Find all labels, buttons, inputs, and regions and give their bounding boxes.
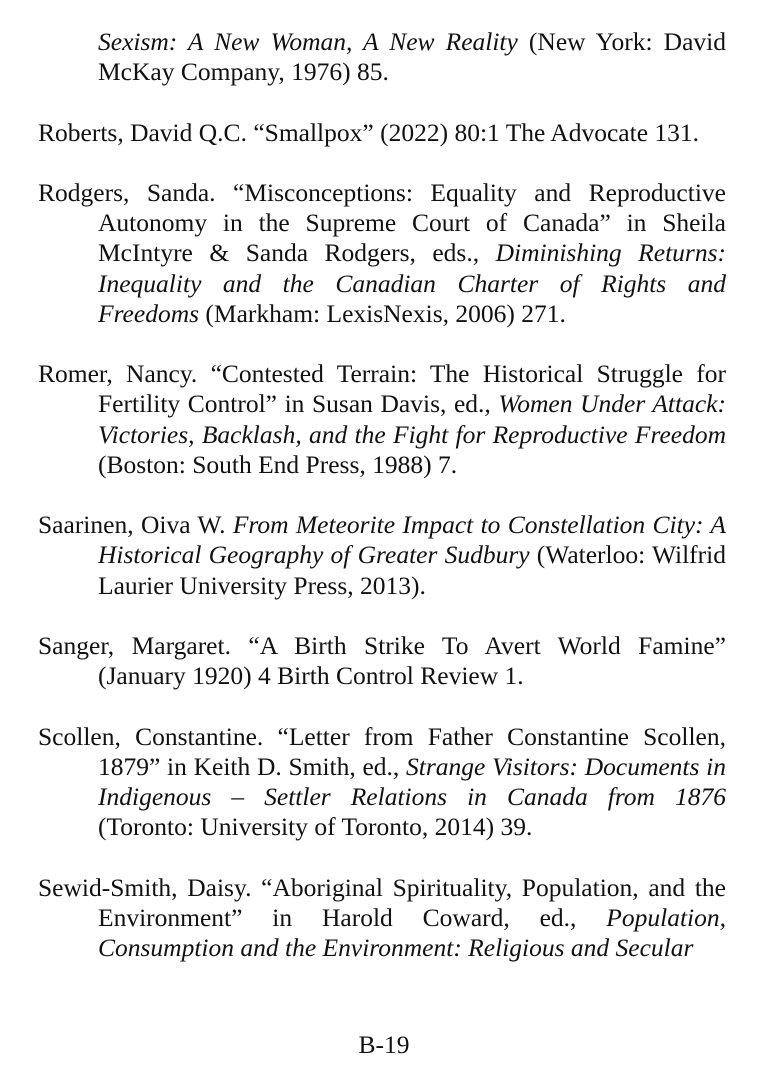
entry-text: Sewid-Smith, Daisy. “Aboriginal Spirituality, Population, and the Environment” in Harold Coward, ed., — [38, 872, 726, 932]
entry-text: (Boston: South End Press, 1988) 7. — [98, 449, 458, 479]
entry-text: Scollen, Constantine. “Letter from Father Constantine Scollen, 1879” in Keith D. Smith, ed., — [38, 721, 726, 781]
bibliography-entries — [38, 27, 726, 993]
entry-text: Romer, Nancy. “Contested Terrain: The Historical Struggle for Fertility Control” in Susan Davis, ed., — [38, 359, 726, 419]
entry-title-italic: Diminishing Returns: Inequality and the Canadian Charter of Rights and Freedoms — [98, 238, 726, 328]
bibliography-entry — [38, 722, 726, 843]
entry-title-italic: Sexism: A New Woman, A New Reality — [98, 27, 518, 56]
bibliography-entry — [38, 118, 726, 148]
entry-text: (Waterloo: Wilfrid Laurier University Press, 2013). — [98, 540, 726, 600]
entry-text: Saarinen, Oiva W. — [38, 510, 233, 540]
bibliography-entry — [38, 510, 726, 601]
entry-title-italic: Women Under Attack: Victories, Backlash, and the Fight for Reproductive Freedom — [98, 389, 726, 449]
bibliography-entry — [38, 27, 726, 87]
entry-title-italic: Population, Consumption and the Environment: Religious and Secular — [98, 902, 726, 962]
entry-text: (New York: David McKay Company, 1976) 85. — [98, 27, 726, 87]
entry-title-italic: Strange Visitors: Documents in Indigenous – Settler Relations in Canada from 1876 — [98, 751, 726, 811]
bibliography-entry — [38, 873, 726, 964]
entry-text: Roberts, David Q.C. “Smallpox” (2022) 80:1 The Advocate 131. — [38, 117, 700, 147]
page-number: B-19 — [358, 1030, 410, 1059]
entry-text: Rodgers, Sanda. “Misconceptions: Equality and Reproductive Autonomy in the Supreme Court of Canada” in Sheila McIntyre & Sanda Rodgers, eds., — [38, 177, 726, 268]
entry-text: (Markham: LexisNexis, 2006) 271. — [199, 298, 566, 328]
entry-text: (Toronto: University of Toronto, 2014) 39. — [98, 812, 533, 842]
bibliography-entry — [38, 359, 726, 480]
bibliography-entry — [38, 631, 726, 691]
entry-text: Sanger, Margaret. “A Birth Strike To Avert World Famine” (January 1920) 4 Birth Control Review 1. — [38, 630, 726, 691]
bibliography-entry — [38, 178, 726, 329]
entry-title-italic: From Meteorite Impact to Constellation City: A Historical Geography of Greater Sudbury — [98, 510, 726, 570]
